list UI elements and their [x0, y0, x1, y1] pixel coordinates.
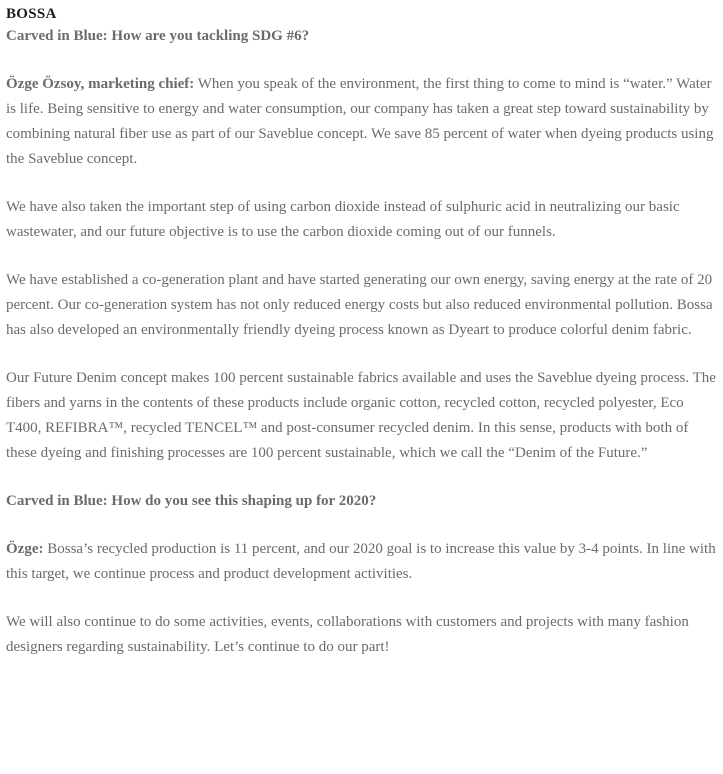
paragraph-wastewater: We have also taken the important step of using carbon dioxide instead of sulphuric acid in neutralizing our basic wastewater, and our future objective is to use the carbon dioxide coming out of our funnels. [6, 199, 680, 240]
answer-1-paragraph [6, 72, 717, 172]
answer-2-paragraph [6, 537, 717, 587]
paragraph-cogeneration: We have established a co-generation plant and have started generating our own energy, saving energy at the rate of 20 percent. Our co-generation system has not only reduced energy costs but also reduced environmental pollution. Bossa has also developed an environmentally friendly dyeing process known as Dyeart to produce colorful denim fabric. [6, 272, 713, 338]
question-2: Carved in Blue: How do you see this shaping up for 2020? [6, 493, 377, 509]
question-1: Carved in Blue: How are you tackling SDG #6? [6, 28, 310, 44]
answer-1-text: When you speak of the environment, the first thing to come to mind is “water.” Water is life. Being sensitive to energy and water consumption, our company has taken a great step toward sustainability by combining natural fiber use as part of our Saveblue concept. We save 85 percent of water when dyeing products using the Saveblue concept. [6, 76, 714, 167]
paragraph-continue: We will also continue to do some activities, events, collaborations with customers and projects with many fashion designers regarding sustainability. Let’s continue to do our part! [6, 614, 689, 655]
speaker-name-short: Özge: [6, 541, 44, 557]
company-heading: BOSSA [6, 6, 57, 22]
answer-2-text: Bossa’s recycled production is 11 percent, and our 2020 goal is to increase this value by 3-4 points. In line with this target, we continue process and product development activities. [6, 541, 716, 582]
paragraph-future-denim: Our Future Denim concept makes 100 percent sustainable fabrics available and uses the Saveblue dyeing process. The fibers and yarns in the contents of these products include organic cotton, recycled cotton, recycled polyester, Eco T400, REFIBRA™, recycled TENCEL™ and post-consumer recycled denim. In this sense, products with both of these dyeing and finishing processes are 100 percent sustainable, which we call the “Denim of the Future.” [6, 370, 716, 461]
speaker-name: Özge Özsoy, marketing chief: [6, 76, 195, 92]
